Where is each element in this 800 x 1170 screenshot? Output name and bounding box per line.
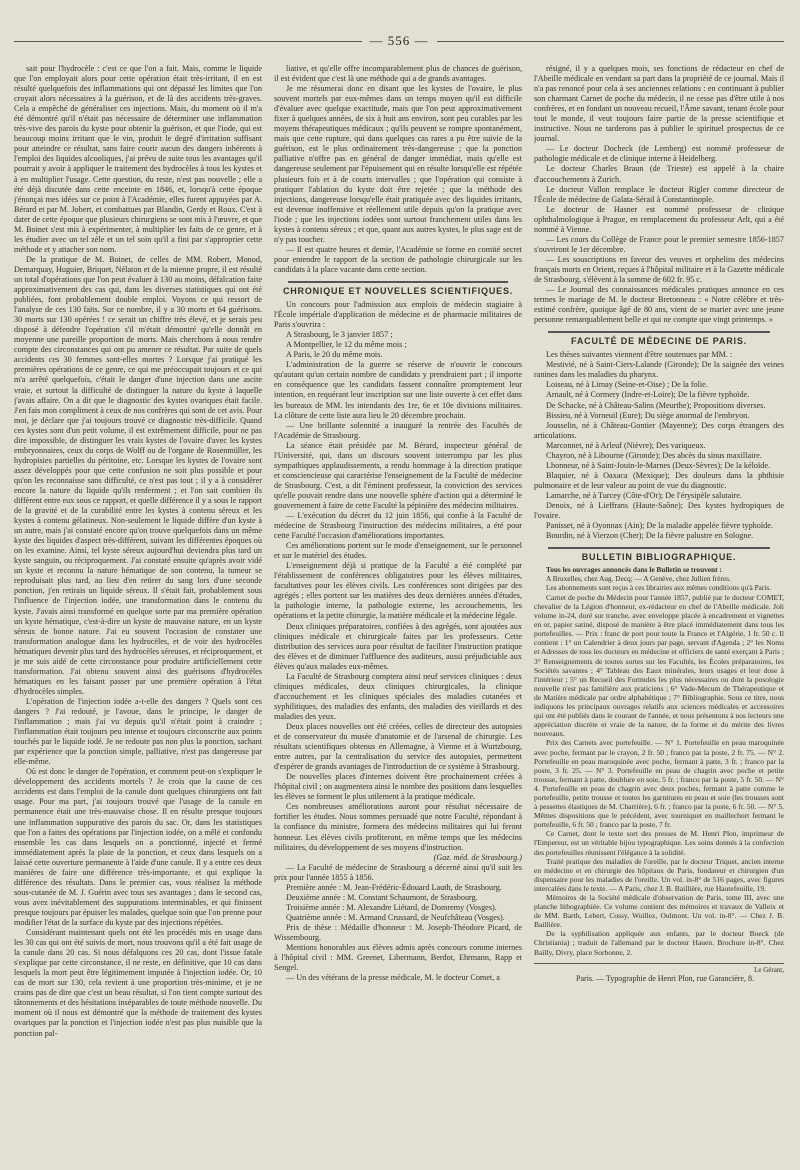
thesis-item: Bourdin, né à Vierzon (Cher); De la fièvre palustre en Sologne.: [546, 531, 754, 541]
paragraph: liative, et qu'elle offre incomparablement plus de chances de guérison, il est évident que c'est là une méthode qui a de grands avantages.: [274, 64, 522, 84]
paragraph: — Le docteur Docheck (de Lemberg) est nommé professeur de pathologie médicale et de clinique interne à Heidelberg.: [534, 144, 784, 164]
paragraph: — Un des vétérans de la presse médicale, M. le docteur Comet, a: [286, 973, 500, 983]
thesis-item: Lhonneur, né à Saint-Jouin-le-Marnes (Deux-Sèvres); De la kéloïde.: [546, 460, 771, 470]
thesis-item: Marconnet, né à Arleuf (Nièvre); Des variqueux.: [546, 440, 706, 450]
article-columns: [14, 64, 784, 1154]
paragraph: Où est donc le danger de l'opération, et comment peut-on s'expliquer le développement des accidents mortels ? Je crois que la cause de ces accidents est dans l'emploi de la canule dont quelques chirurgiens ont fait usage. Pour ma part, j'ai toujours trouvé que l'usage de la canule en permanence était une très-mauvaise chose. Il en résulte presque toujours une inflammation suppurative des parois du sac. Or, dans les statistiques que l'on a faites des opérations par l'injection iodée, on a mêlé et confondu ensemble les cas dans lesquels on a ponctionné, injecté et fermé immédiatement après la plaie de la ponction, et ceux dans lesquels on a laissé cette ouverture permanente à l'aide d'une canule. Il y a entre ces deux manières de faire une différence très-importante, et qui explique la différence des résultats. Dans le premier cas, vous réalisez la méthode sous-cutanée de M. J. Guérin avec tous ses avantages ; dans le second cas, vous avez inévitablement des suppurations interminables, et qui finissent presque toujours par épuiser les malades, quelque soin que l'on prenne pour modifier l'état de la surface du kyste par des injections répétées.: [14, 767, 262, 927]
paragraph: Ces nombreuses améliorations auront pour résultat nécessaire de fortifier les études. Nous sommes persuadé que notre Faculté, répondant à la confiance du ministre, formera des médecins militaires qui lui feront honneur. Les élèves civils profiteront, en même temps que les médecins militaires, du développement de ses moyens d'instruction.: [274, 802, 522, 852]
column-1: [14, 64, 262, 1154]
paragraph: — Une brillante solennité a inauguré la rentrée des Facultés de l'Académie de Strasbourg.: [274, 420, 522, 440]
page-number: — 556 —: [369, 33, 429, 48]
bibliography-entry: Prix des Carnets avec portefeuille. — N° 1. Portefeuille en peau maroquinée avec poche, fermant par le crayon, 2 fr. 50 ; franco par la poste, 2 fr. 75. — N° 2. Portefeuille en peau maroquinée avec poche, fermant à patte, 3 fr. ; franco par la poste, 3 fr. 25. — N° 3. Portefeuille en peau de chagrin avec poche et petite trousse, fermant à patte, doublure en soie, 5 fr. ; franco par la poste, 5 fr. 50. — N° 4. Portefeuille en peau de chagrin avec deux poches, fermant à patte comme le portefeuille, petite trousse et toutes les garnitures en peau et soie (les trousses sont à pessettes élastiques de M. Charrière), 6 fr. ; franco par la poste, 6 fr. 50. — N° 5. Mêmes dispositions que le précédent, avec tourniquet en maillechort fermant le portefeuille, 6 fr. 50 ; franco par la poste, 7 fr.: [534, 738, 784, 830]
section-divider: [534, 547, 784, 549]
paragraph: De nouvelles places d'internes doivent être prochainement créées à l'hôpital civil ; on augmentera ainsi le nombre des positions dans lesquelles les élèves se forment le plus utilement à la pratique médicale.: [274, 772, 522, 802]
thesis-item: Jousselin, né à Château-Gontier (Mayenne); Des corps étrangers des articulations.: [534, 420, 784, 440]
section-divider: [274, 281, 522, 283]
paragraph: — Il est quatre heures et demie, l'Académie se forme en comité secret pour entendre le rapport de la section de pathologie chirurgicale sur les candidats à la place vacante dans cette section.: [274, 244, 522, 274]
thesis-item: Mestivié, né à Saint-Ciers-Lalande (Gironde); De la saignée des veines ranines dans les maladies du pharynx.: [534, 360, 784, 380]
paragraph: La Faculté de Strasbourg comptera ainsi neuf services cliniques : deux cliniques médicales, deux cliniques chirurgicales, la clinique d'accouchement et les cliniques spéciales des maladies cutanées et syphilitiques, des maladies des enfants, des maladies des vieillards et des maladies des yeux.: [274, 671, 522, 721]
paragraph: Ces améliorations portent sur le mode d'enseignement, sur le personnel et sur le matériel des études.: [274, 541, 522, 561]
paragraph: Un concours pour l'admission aux emplois de médecin stagiaire à l'École impériale d'application de médecine et de pharmacie militaires de Paris s'ouvrira :: [274, 300, 522, 330]
paragraph: — La Faculté de médecine de Strasbourg a décerné ainsi qu'il suit les prix pour l'année 1855 à 1856.: [274, 862, 522, 882]
section-title-chronique: CHRONIQUE ET NOUVELLES SCIENTIFIQUES.: [282, 285, 514, 296]
paragraph: L'administration de la guerre se réserve de n'ouvrir le concours qu'autant qu'un certain nombre de candidats y prendraient part ; il importe en conséquence que les candidats fassent connaître promptement leur intention, en requérant leur inscription sur une liste ouverte à cet effet dans les bureaux de MM. les intendants des 1re, 6e et 10e divisions militaires. La clôture de cette liste aura lieu le 20 décembre prochain.: [274, 360, 522, 420]
thesis-item: Chayron, né à Libourne (Gironde); Des abcès du sinus maxillaire.: [546, 450, 762, 460]
section-title-bulletin: BULLETIN BIBLIOGRAPHIQUE.: [581, 552, 737, 563]
bibliography-entry: Ce Carnet, dont le texte sort des presses de M. Henri Plon, imprimeur de l'Empereur, est un véritable bijou typographique. Les soins donnés à la confection des portefeuilles réunissent l'élégance à la solidité.: [534, 829, 784, 857]
bulletin-note: A Bruxelles, chez Aug. Decq; — A Genève, chez Jullien frères.: [546, 574, 731, 584]
bibliography-entry: Traité pratique des maladies de l'oreille, par le docteur Triquet, ancien interne en médecine et en chirurgie des hôpitaux de Paris, fondateur et chirurgien d'un dispensaire pour les maladies de l'oreille. Un vol. in-8° de 516 pages, avec figures intercalées dans le texte. — A Paris, chez J. B. Baillière, rue Hautefeuille, 19.: [534, 856, 784, 893]
paragraph: Je me résumerai donc en disant que les kystes de l'ovaire, le plus souvent mortels par eux-mêmes dans un temps moyen qu'il est difficile d'évaluer avec quelque exactitude, mais que l'on peut approximativement fixer à quelques années, de six à huit ans environ, sont peu curables par les moyens thérapeutiques médicaux ; qu'ils peuvent se rompre spontanément, mais que cette rupture, qui dans quelques cas rares a pu être suivie de la guérison, est le plus ordinairement très-dangereuse ; que la ponction palliative n'offre pas en général de danger immédiat, mais qu'elle est dangereuse seulement par l'épuisement qui en résulte lorsqu'elle est répétée plusieurs fois et à de courts intervalles ; que l'opération qui consiste à pratiquer l'ablation du kyste doit être rejetée ; que la méthode des injections, dangereuse lorsqu'elle était pratiquée avec des liquides irritants, est devenue inoffensive et réellement utile depuis qu'on la pratique avec l'iode ; que les injections iodées sont surtout franchement utiles dans les kystes à contenu séreux ; et que, quant aux autres kystes, le plus sage est de n'y pas toucher.: [274, 84, 522, 244]
thesis-item: Bissieu, né à Vorneuil (Eure); Du siège anormal de l'embryon.: [546, 410, 750, 420]
paragraph: résigné, il y a quelques mois, ses fonctions de rédacteur en chef de l'Abeille médicale en vendant sa part dans la propriété de ce journal. Mais il n'a pas renoncé pour cela à ses anciennes relations : en continuant à publier son charmant Carnet de poche du médecin, il ne cesse pas d'être utile à nos confrères, et en fondant un nouveau recueil, l'Âme savant, tenant école pour tout le monde, il veut toujours faire partie de la presse scientifique et instructive. Nous ne tarderons pas à publier le spirituel prospectus de ce journal.: [534, 64, 784, 144]
paragraph: — Les cours du Collège de France pour le premier semestre 1856-1857 s'ouvriront le 1er décembre.: [534, 234, 784, 254]
prize-item: Deuxième année : M. Constant Schaumont, de Strasbourg.: [286, 892, 478, 902]
paragraph: Le docteur Charles Braun (de Trieste) est appelé à la chaire d'accouchements à Zurich.: [534, 164, 784, 184]
paragraph: Le docteur Vallon remplace le docteur Rigler comme directeur de l'École de médecine de Galata-Sérail à Constantinople.: [534, 184, 784, 204]
thesis-item: Denoix, né à Lieffrans (Haute-Saône); Des kystes hydropiques de l'ovaire.: [534, 500, 784, 521]
paragraph: sait pour l'hydrocèle : c'est ce que l'on a fait. Mais, comme le liquide que l'on employait alors pour cette opération était très-irritant, il en est résulté quelquefois des inflammations qui ont dépassé les limites que l'on croyait alors nécessaires à la guérison, et de là des accidents très-graves. Cela a empêché de généraliser ces injections. Mais, du moment où il m'a été démontré qu'il n'était pas nécessaire de déterminer une inflammation très-vive des parois du kyste pour obtenir la guérison, et que l'iode, qui est beaucoup moins irritant que le vin, produit le degré d'irritation suffisant pour atteindre ce résultat, sans faire courir aucun des dangers inhérents à l'emploi des liquides alcooliques, j'ai prévu de suite tous les avantages qu'il pourrait y avoir à appliquer le traitement des hydrocèles à tous les kystes et à en multiplier l'usage. Cette question, du reste, n'est pas nouvelle ; elle a été déjà discutée dans cette enceinte en 1846, et, lorsqu'à cette époque j'énonçai mes idées sur ce point à l'Académie, elles furent appuyées par A. Bérard et par M. Jobert, et combattues par Blandin, Gerdy et Roux. C'est à dater de cette époque que plusieurs chirurgiens se sont mis à l'œuvre, et que M. Boinet s'est mis à expérimenter, à multiplier les faits de ce genre, et à les étudier avec un tel zèle et un tel soin qu'il a fini par s'approprier cette méthode et y attacher son nom.: [14, 64, 262, 254]
paragraph: — L'exécution du décret du 12 juin 1856, qui confie à la Faculté de médecine de Strasbourg l'instruction des médecins militaires, a été pour cette Faculté l'occasion d'améliorations importantes.: [274, 511, 522, 541]
thesis-item: Blaquier, né à Oaxaca (Mexique); Des douleurs dans la phthisie pulmonaire et de leur valeur au point de vue du diagnostic.: [534, 470, 784, 490]
thesis-item: Panisset, né à Oyonnax (Ain); De la maladie appelée fièvre typhoïde.: [546, 521, 773, 531]
section-divider: [534, 331, 784, 333]
list-item: A Paris, le 20 du même mois.: [286, 350, 383, 360]
thesis-item: Arnault, né à Cormery (Indre-et-Loire); De la fièvre typhoïde.: [546, 390, 750, 400]
paragraph: Les thèses suivantes viennent d'être soutenues par MM. :: [546, 350, 733, 360]
thesis-item: De Schacke, né à Château-Salins (Meurthe); Propositions diverses.: [546, 400, 766, 410]
paragraph: La séance était présidée par M. Bérard, inspecteur général de l'Université, qui, dans un discours souvent interrompu par les plus sympathiques applaudissements, a rendu hommage à la direction pratique et consciencieuse qui caractérise l'enseignement de la Faculté de médecine de Strasbourg. C'est, a dit l'éminent professeur, la conviction des services qu'elle pouvait rendre dans une nouvelle sphère d'action qui a déterminé le gouvernement à faire de cette Faculté la pépinière des médecins militaires.: [274, 440, 522, 510]
paragraph: L'enseignement déjà si pratique de la Faculté a été complété par l'établissement de conférences obligatoires pour les élèves militaires, facultatives pour les élèves civils. Les conférences sont dirigées par des agrégés ; elles portent sur les matières des deux dernières années d'études, la pathologie interne, la pathologie externe, les accouchements, les opérations et la petite chirurgie, la matière médicale et la médecine légale.: [274, 561, 522, 621]
page-header: [14, 30, 784, 52]
paragraph: De la pratique de M. Boinet, de celles de MM. Robert, Monod, Demarquay, Huguier, Briquet, Nélaton et de la mienne propre, il est résulté un total d'opérations que l'on peut évaluer à 130 au moins, défalcation faite approximativement des cas qui, dans les diverses statistiques qui ont été publiées, font probablement double emploi. Voyons ce qui ressort de l'analyse de ces 130 faits. Sur ce nombre, il y a 30 morts et 64 guérisons. 30 morts sur 130 opérées ! ce serait un chiffre très élevé, et je serais peu disposé à défendre l'opération s'il m'était démontré qu'elle donnât en moyenne une pareille proportion de morts. Mais cherchons à nous rendre compte des circonstances qui ont pu amener ce résultat. Par suite de quels accidents ces 30 femmes sont-elles mortes ? Lorsque j'ai pratiqué les premières opérations de ce genre, ce qui me préoccupait toujours et ce qui m'a arrêté quelquefois, c'était le danger d'une injection dans une ascite vraie, et surtout la difficulté de distinguer la nature du kyste à laquelle j'avais affaire. On a dit que le diagnostic des kystes ovariques était facile. J'en fais mon compliment à ceux de nos confrères qui sont de cet avis. Pour moi, je déclare que j'ai toujours trouvé ce diagnostic très-difficile. Quand ces kystes sont d'un petit volume, il est extrêmement difficile, pour ne pas dire impossible, de distinguer les vrais kystes de l'ovaire d'avec les kystes embryonnaires, ceux du corps de Wolff ou de l'organe de Rosenmüller, les hydropisies partielles du péritoine, etc. Lorsque les kystes de l'ovaire sont assez développés pour que cette confusion ne soit plus possible et pour qu'on les reconnaisse sans difficulté, ce n'est pas tout ; il y a à considérer encore la nature du liquide qu'ils renferment ; et l'on sait combien ils diffèrent entre eux sous ce rapport, et quelle différence il y a sous le rapport de la gravité et de la curabilité entre les kystes à contenu séreux et les kystes à contenu gélatineux. Non-seulement le liquide diffère d'un kyste à un autre, mais j'ai constaté encore qu'on trouve quelquefois dans un même kyste des liquides d'aspect très-différent, suivant les différentes époques où on les examine. Ainsi, tel kyste séreux aujourd'hui deviendra plus tard un kyste sanguin, ou réciproquement. J'ai constaté ensuite qu'après avoir vidé un kyste et reconnu la nature hématique de son contenu, la tumeur se reproduisait plus tard, au lieu d'en retirer du sang lors d'une seconde ponction, j'en retirais un liquide séreux. Il s'était fait, probablement sous l'influence de l'injection iodée, une transformation dans le contenu du kyste. J'avais ainsi transformé en quelque sorte par ma première opération un kyste hématique, c'est-à-dire un kyste de mauvaise nature, en un kyste séreux de bonne nature. J'ai eu souvent l'occasion de constater une transformation analogue dans les hydrocèles, et de voir des hydrocèles hématiques devenir plus tard des hydrocèles séreuses, et réciproquement, et je me suis aidé de cette circonstance pour produire artificiellement cette transformation. J'ai obtenu souvent ainsi des guérisons d'hydrocèles hématiques en les faisant passer par une première opération à l'état d'hydrocèles simples.: [14, 254, 262, 696]
paragraph: L'opération de l'injection iodée a-t-elle des dangers ? Quels sont ces dangers ? J'ai redouté, je l'avoue, dans le principe, le danger de l'inflammation ; mais j'ai vu depuis qu'il n'était point à craindre ; l'inflammation était toujours peu intense et toujours circonscrite aux points touchés par le liquide iodé. Je ne redoute pas non plus la ponction, sachant par expérience que la ponction simple, palliative, n'est pas dangereuse par elle-même.: [14, 696, 262, 767]
paragraph: Considérant maintenant quels ont été les procédés mis en usage dans les 30 cas qui ont été suivis de mort, nous trouvons qu'il a été fait usage de la canule dans 20 cas. Si nous défalquons ces 20 cas, dont l'issue fatale s'explique par cette circonstance, il ne reste, en définitive, que 10 cas dans lesquels la mort peut être légitimement imputée à l'injection iodée. Or, 10 cas de mort sur 130, cela revient à une proportion très-minime, et je ne crains pas de dire que c'est un beau résultat, si l'on tient compte surtout des tâtonnements et des hésitations inséparables de toute méthode nouvelle. Du moment où il nous est démontré que la méthode de traitement des kystes ovariques par la ponction et l'injection iodée n'est pas plus nuisible que la ponction pal-: [14, 928, 262, 1038]
column-3: [534, 64, 784, 1154]
prize-item: Prix de thèse : Médaille d'honneur : M. Joseph-Théodore Picard, de Wissembourg.: [274, 922, 522, 942]
paragraph: Deux cliniques préparatoires, confiées à des agrégés, sont ajoutées aux cliniques médicale et chirurgicale faites par les professeurs. Cette distribution des services aura pour résultat de faciliter l'instruction pratique des élèves et de diminuer l'affluence des auditeurs, aussi préjudiciable aux élèves qu'aux malades eux-mêmes.: [274, 621, 522, 671]
paragraph: — Les souscriptions en faveur des veuves et orphelins des médecins français morts en Orient, reçues à l'hôpital militaire et à la Gazette médicale de Strasbourg, s'élèvent à la somme de 602 fr. 95 c.: [534, 254, 784, 284]
list-item: A Strasbourg, le 3 janvier 1857 ;: [286, 330, 393, 340]
list-item: A Montpellier, le 12 du même mois ;: [286, 340, 407, 350]
header-rule-left: [14, 41, 362, 42]
column-2: [274, 64, 522, 1154]
prize-item: Mentions honorables aux élèves admis après concours comme internes à l'hôpital civil : MM. Greenet, Libermann, Berdot, Ehrmann, Rapp et Sengel.: [274, 943, 522, 973]
bulletin-note: Les abonnements sont reçus à ces librairies aux mêmes conditions qu'à Paris.: [546, 583, 772, 593]
paragraph: — Le Journal des connaissances médicales pratiques annonce en ces termes le mariage de M. le docteur Bretonneau : « Notre célèbre et très-estimé confrère, quoique âgé de 80 ans, vient de se marier avec une jeune personne remarquablement belle et qui ne compte que vingt printemps. »: [534, 285, 784, 325]
section-title-faculte: FACULTÉ DE MÉDECINE DE PARIS.: [571, 336, 747, 347]
prize-item: Quatrième année : M. Armand Crussard, de Neufchâteau (Vosges).: [286, 912, 505, 922]
imprint-printer: Paris. — Typographie de Henri Plon, rue Garancière, 8.: [576, 973, 754, 983]
paragraph: Le docteur de Hasner est nommé professeur de clinique ophthalmologique à Prague, en remplacement du professeur Arlt, qui a été nommé à Vienne.: [534, 204, 784, 234]
prize-item: Troisième année : M. Alexandre Liétard, de Domremy (Vosges).: [286, 902, 497, 912]
bibliography-entry: Carnet de poche du Médecin pour l'année 1857, publié par le docteur COMET, chevalier de la Légion d'honneur, ex-rédacteur en chef de l'Abeille médicale. Joli volume in-24, doré sur tranche, avec enveloppe placée à encadrement et vignettes en or, papier satiné, disposé de manière à être placé immédiatement dans tous les portefeuilles. — Prix : franc de port pour toute la France et l'Algérie, 1 fr. 50 c. Il contient : 1° un Calendrier à deux jours par page, servant d'Agenda ; 2° les Noms et Adresses de tous les docteurs en médecine et officiers de santé exerçant à Paris ; 3° Renseignements de toutes sortes sur les Facultés, les Écoles préparatoires, les Sociétés savantes ; 4° Tableau des Eaux minérales, leurs usages et leur dose à l'intérieur ; 5° un Recueil des Formules les plus nécessaires ou dont la posologie nouvelle n'est pas familière aux praticiens ; 6° Vade-Mecum de Thérapeutique et de Matière médicale par ordre alphabétique ; 7° Bibliographie. Sous ce titre, nous indiquons les principaux ouvrages relatifs aux sciences médicales et accessoires qui ont été publiés dans le courant de l'année, et nous présentons à nos lecteurs une appréciation discrète et vraie de la nature, de la forme et du mérite des livres nouveaux.: [534, 592, 784, 739]
thesis-item: Lamarche, né à Turcey (Côte-d'Or); De l'érysipèle salutaire.: [546, 490, 742, 500]
bulletin-note: Tous les ouvrages annoncés dans le Bulletin se trouvent :: [546, 565, 722, 575]
thesis-item: Loiseau, né à Limay (Seine-et-Oise) ; De la folie.: [546, 380, 708, 390]
paragraph: Deux places nouvelles ont été créées, celles de directeur des autopsies et de conservateur du musée d'anatomie et de l'arsenal de chirurgie. Les résultats scientifiques obtenus en Allemagne, à Vienne et à Wurtzbourg, entre autres, par la centralisation du service des autopsies, permettent d'espérer de grands avantages de l'introduction de ce système à Strasbourg.: [274, 722, 522, 772]
bibliography-entry: De la syphilisation appliquée aux enfants, par le docteur Boeck (de Christiania) ; traduit de l'allemand par le docteur Hauen. Brochure in-8°. Chez Bailly, Divry, place Sorbonne, 2.: [534, 929, 784, 957]
source-reference: (Gaz. méd. de Strasbourg.): [433, 852, 522, 862]
prize-item: Première année : M. Jean-Frédéric-Édouard Lauth, de Strasbourg.: [286, 882, 502, 892]
bibliography-entry: Mémoires de la Société médicale d'observation de Paris, tome III, avec une planche lithographiée. Ce volume contient des mémoires et travaux de Valleix et de MM. Barth, Lebert, Cossy, Woillez, Oulmont. Un vol. in-8°. — Chez J. B. Baillière.: [534, 893, 784, 930]
header-rule-right: [437, 41, 785, 42]
imprint-gerant: Le Gérant,: [534, 963, 784, 974]
